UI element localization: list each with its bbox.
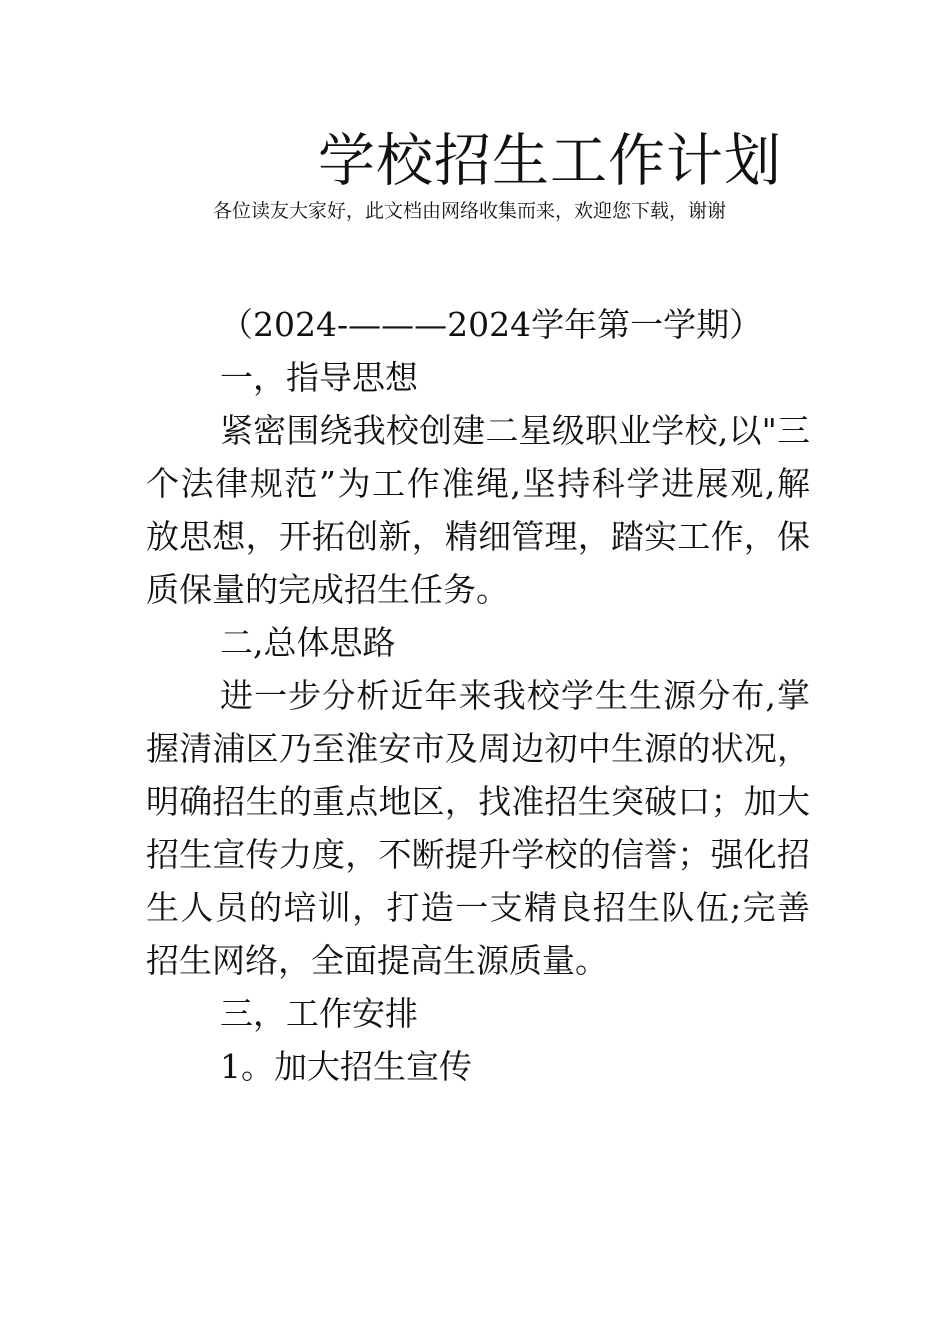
- section-heading: 三，工作安排: [220, 994, 418, 1033]
- term-line: （2024-———2024学年第一学期）: [220, 305, 763, 344]
- section-paragraph: 1。加大招生宣传: [220, 1047, 472, 1086]
- download-note: 各位读友大家好，此文档由网络收集而来，欢迎您下载，谢谢: [213, 200, 727, 222]
- section-heading: 一，指导思想: [220, 358, 418, 397]
- document-title: 学校招生工作计划: [318, 128, 782, 194]
- section-heading: 二,总体思路: [220, 623, 396, 662]
- section-paragraph: 进一步分析近年来我校学生生源分布,掌握清浦区乃至淮安市及周边初中生源的状况，明确招生的重点地区，找准招生突破口；加大招生宣传力度，不断提升学校的信誉；强化招生人员的培训，打造一支精良招生队伍;完善招生网络，全面提高生源质量。: [146, 676, 810, 980]
- section-paragraph: 紧密围绕我校创建二星级职业学校,以"三个法律规范”为工作准绳,坚持科学进展观,解放思想，开拓创新，精细管理，踏实工作，保质保量的完成招生任务。: [146, 411, 810, 609]
- document-body: [146, 298, 810, 1093]
